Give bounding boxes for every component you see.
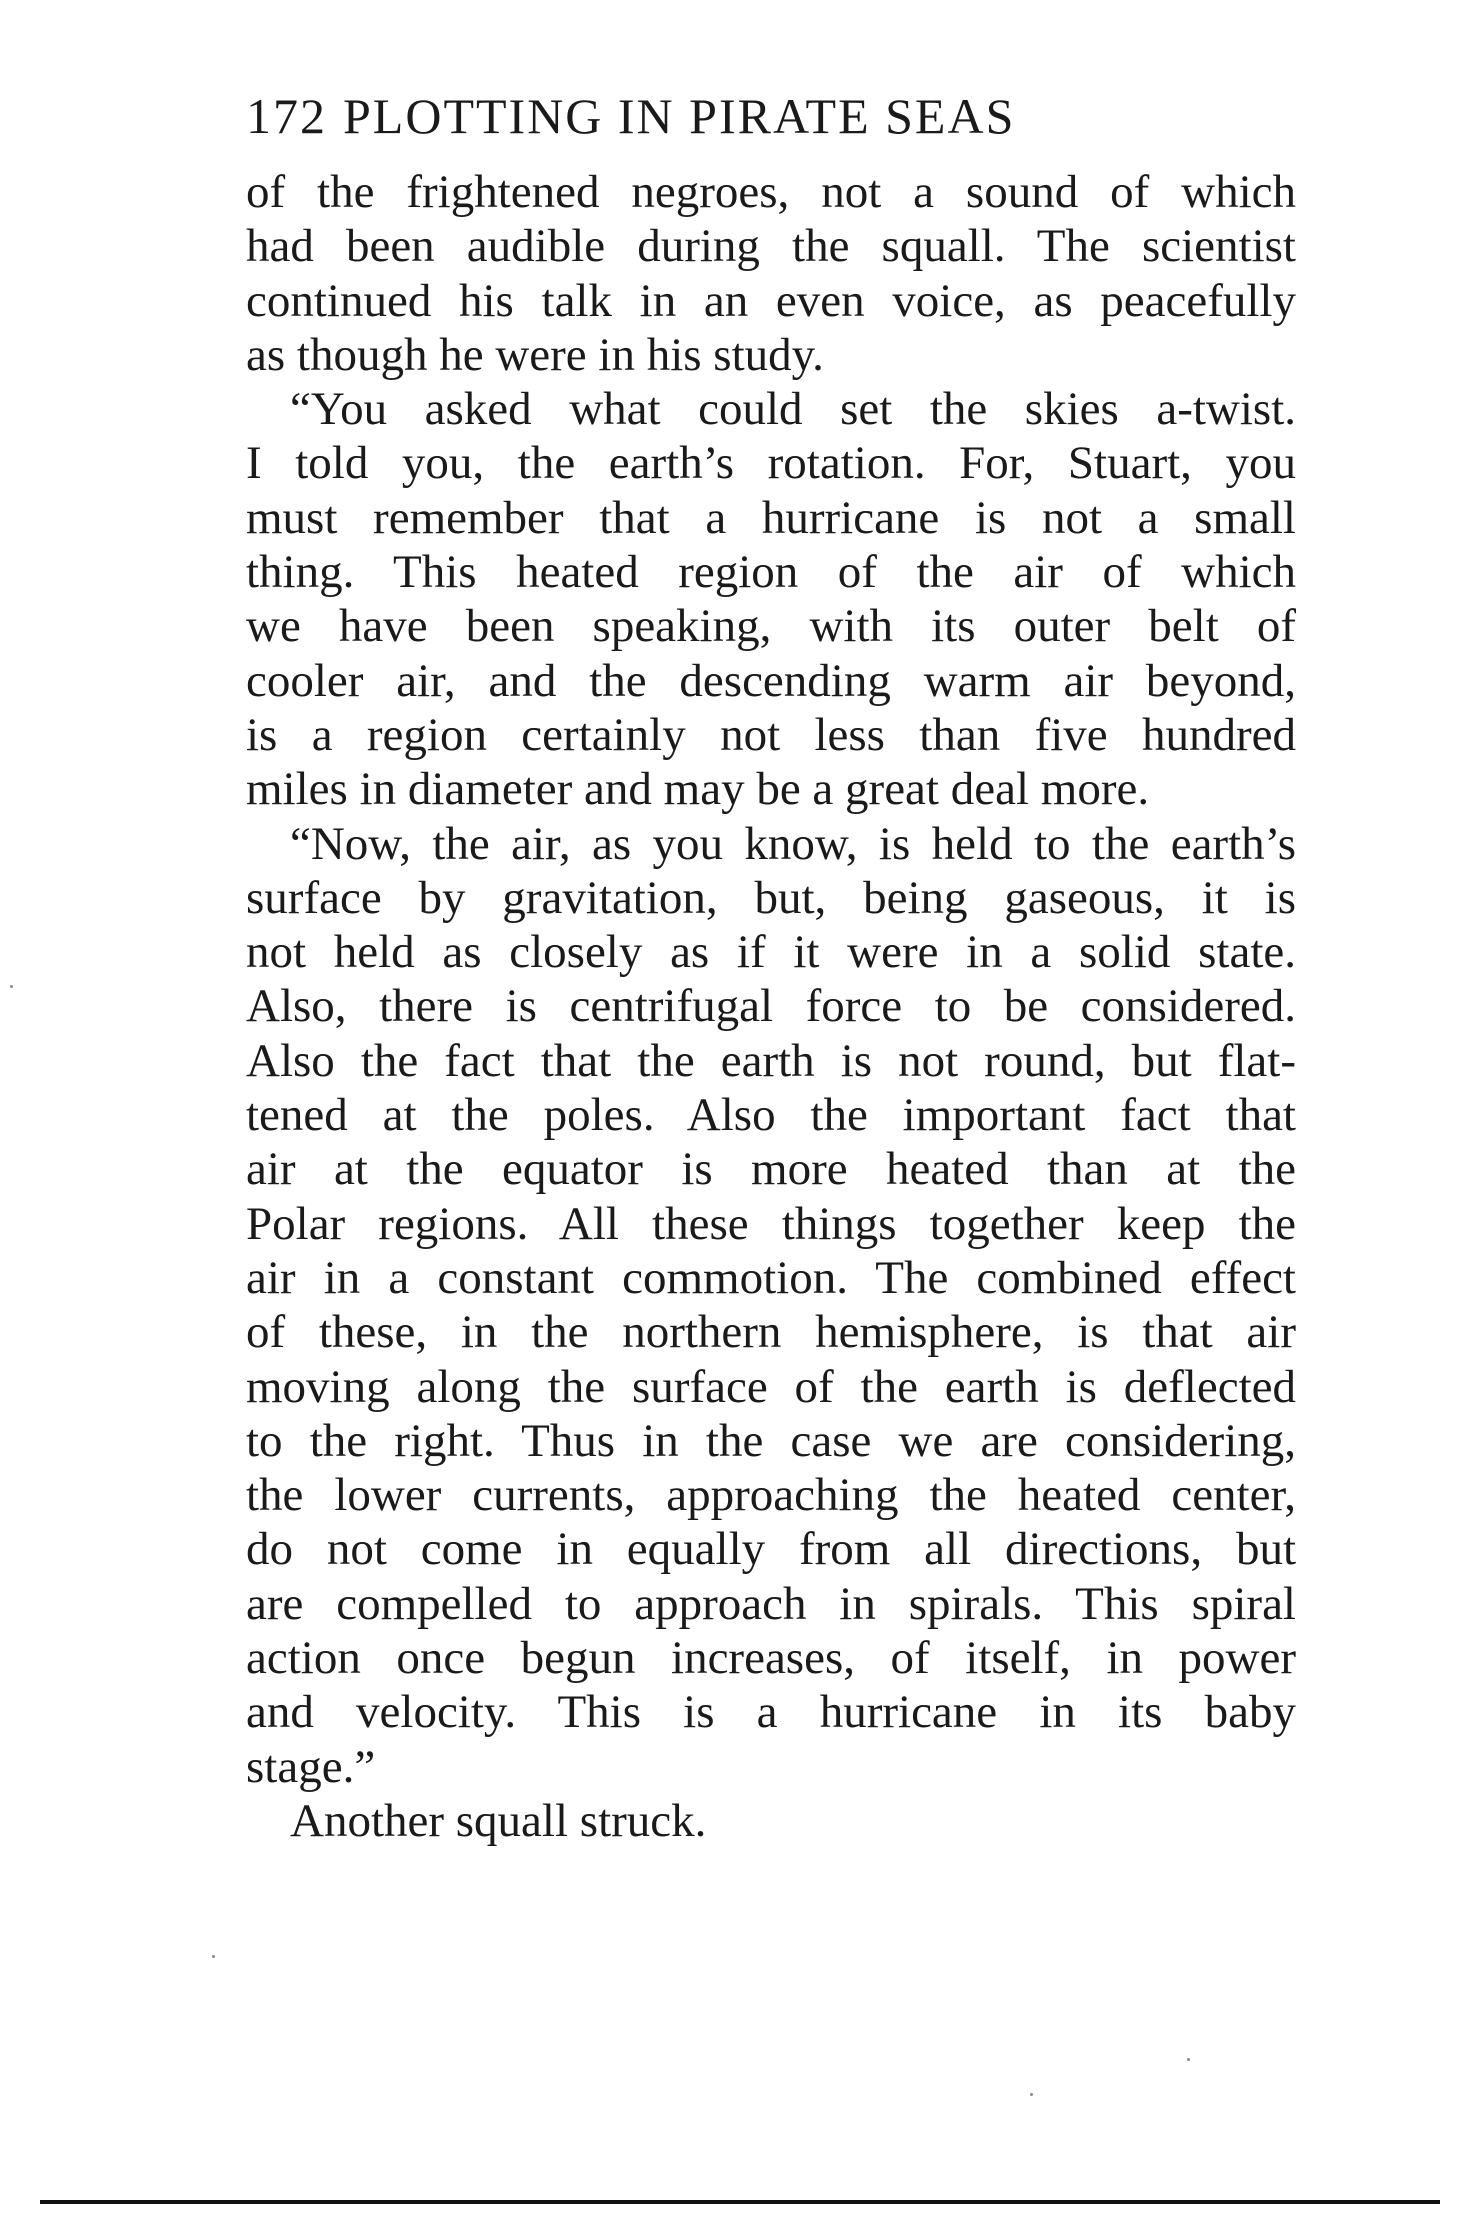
text-line: are compelled to approach in spirals. This spiral	[246, 1577, 1296, 1630]
text-line: moving along the surface of the earth is deflected	[246, 1360, 1296, 1413]
text-line: continued his talk in an even voice, as peacefully	[246, 274, 1296, 327]
text-line: as though he were in his study.	[246, 328, 824, 381]
text-line: of these, in the northern hemisphere, is that air	[246, 1306, 1296, 1359]
text-line: Polar regions. All these things together keep the	[246, 1197, 1296, 1250]
page-number: 172	[246, 88, 327, 144]
paper-speck	[1030, 2093, 1033, 2096]
paragraph-start-line: Another squall struck.	[290, 1794, 707, 1847]
text-line: tened at the poles. Also the important fact that	[246, 1089, 1296, 1142]
text-line: do not come in equally from all directions, but	[246, 1523, 1296, 1576]
text-line: stage.”	[246, 1740, 376, 1793]
text-line: Also, there is centrifugal force to be considered.	[246, 980, 1296, 1033]
text-line: we have been speaking, with its outer belt of	[246, 600, 1296, 653]
text-line: miles in diameter and may be a great deal more.	[246, 763, 1150, 816]
paper-speck	[1187, 2058, 1190, 2061]
paragraph-start-line: “Now, the air, as you know, is held to the earth’s	[290, 817, 1296, 870]
paragraph-start-line: “You asked what could set the skies a-twist.	[290, 383, 1296, 436]
text-line: and velocity. This is a hurricane in its baby	[246, 1686, 1296, 1739]
running-title: PLOTTING IN PIRATE SEAS	[343, 88, 1016, 144]
text-line: not held as closely as if it were in a solid state.	[246, 926, 1296, 979]
text-line: action once begun increases, of itself, in power	[246, 1632, 1296, 1685]
paper-speck	[212, 1955, 215, 1958]
running-head	[246, 86, 1296, 146]
body-text	[246, 165, 1296, 1848]
text-line: must remember that a hurricane is not a small	[246, 491, 1296, 544]
text-line: thing. This heated region of the air of which	[246, 546, 1296, 599]
text-line: had been audible during the squall. The scientist	[246, 220, 1296, 273]
text-line: air at the equator is more heated than at the	[246, 1143, 1296, 1196]
page-bottom-rule	[40, 2200, 1440, 2204]
text-line: surface by gravitation, but, being gaseous, it is	[246, 871, 1296, 924]
text-line: of the frightened negroes, not a sound of which	[246, 166, 1296, 218]
text-line: I told you, the earth’s rotation. For, Stuart, you	[246, 437, 1296, 490]
text-line: to the right. Thus in the case we are considering,	[246, 1414, 1296, 1467]
text-line: cooler air, and the descending warm air beyond,	[246, 654, 1296, 707]
text-line: Also the fact that the earth is not round, but flat-	[246, 1034, 1296, 1087]
text-line: the lower currents, approaching the heated center,	[246, 1469, 1296, 1522]
text-line: is a region certainly not less than five hundred	[246, 708, 1296, 761]
paper-speck	[10, 985, 13, 988]
text-line: air in a constant commotion. The combined effect	[246, 1251, 1296, 1304]
